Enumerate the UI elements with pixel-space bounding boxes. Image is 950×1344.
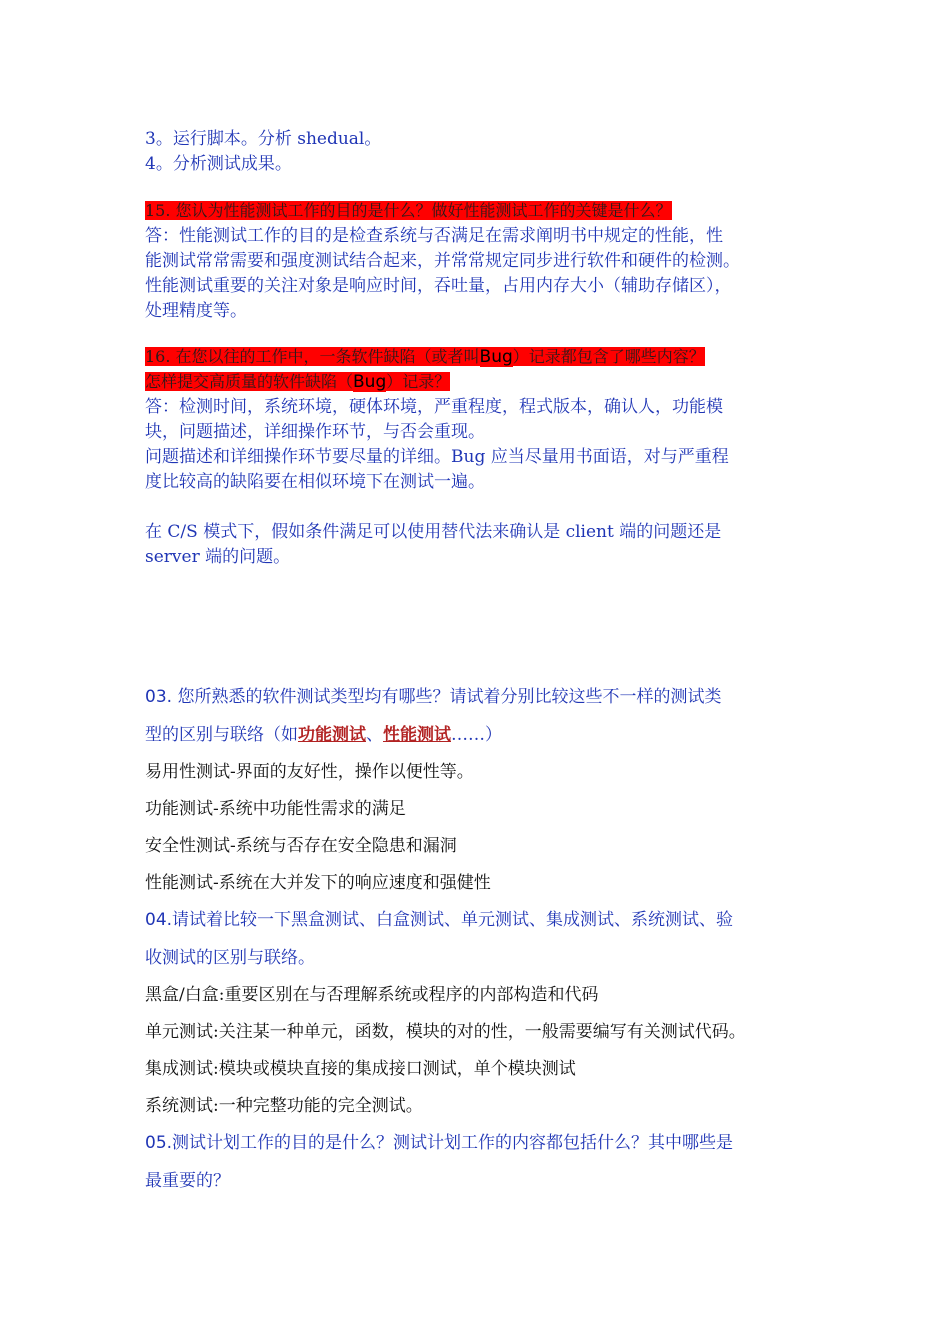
question-04-line-2: 收测试的区别与联络。 [145,948,315,968]
question-04-line-1 [145,908,733,932]
answer-03-line-4: 性能测试-系统在大并发下的响应速度和强健性 [145,873,491,893]
answer-04-line-1: 黑盒/白盒:重要区别在与否理解系统或程序的内部构造和代码 [145,985,599,1005]
functional-test-link[interactable]: 功能测试 [298,725,366,745]
question-03-text: 您所熟悉的软件测试类型均有哪些？请试着分别比较这些不一样的测试类 [172,687,722,707]
question-05-line-1 [145,1131,733,1155]
cs-mode-line-1: 在 C/S 模式下，假如条件满足可以使用替代法来确认是 client 端的问题还是 [145,522,722,542]
question-04-text: 请试着比较一下黑盒测试、白盒测试、单元测试、集成测试、系统测试、验 [172,910,734,930]
question-15-highlight: 15. 您认为性能测试工作的目的是什么？做好性能测试工作的关键是什么？ [145,201,672,220]
question-03-text-2: 型的区别与联络（如 [145,725,298,745]
answer-03-line-3: 安全性测试-系统与否存在安全隐患和漏洞 [145,836,457,856]
question-16-part-d: ）记录？ [386,372,451,391]
step-4-text: 4。分析测试成果。 [145,154,292,174]
cs-mode-line-2: server 端的问题。 [145,547,291,567]
question-16-part-b: ）记录都包含了哪些内容？ [512,347,705,366]
performance-test-link[interactable]: 性能测试 [383,725,451,745]
question-03-sep: 、 [366,725,383,745]
answer-03-line-2: 功能测试-系统中功能性需求的满足 [145,799,406,819]
question-15 [145,199,672,223]
answer-16-line-4: 度比较高的缺陷要在相似环境下在测试一遍。 [145,472,485,492]
answer-15-line-3: 性能测试重要的关注对象是响应时间，吞吐量，占用内存大小（辅助存储区）， [145,276,732,296]
answer-15-line-1: 答：性能测试工作的目的是检查系统与否满足在需求阐明书中规定的性能，性 [145,226,723,246]
answer-15-line-4: 处理精度等。 [145,301,247,321]
answer-16-line-3: 问题描述和详细操作环节要尽量的详细。Bug 应当尽量用书面语，对与严重程 [145,447,729,467]
answer-04-line-2: 单元测试:关注某一种单元，函数，模块的对的性，一般需要编写有关测试代码。 [145,1022,746,1042]
question-05-line-2: 最重要的？ [145,1171,230,1191]
question-04-number: 04. [145,910,173,930]
question-03-text-3: ……） [451,725,502,745]
question-05-text: 测试计划工作的目的是什么？测试计划工作的内容都包括什么？其中哪些是 [172,1133,734,1153]
question-03-line-1 [145,685,721,709]
question-16-part-c: 怎样提交高质量的软件缺陷（ [145,372,354,391]
question-03-line-2 [145,723,502,747]
question-16-line-2 [145,370,450,394]
answer-16-line-1: 答：检测时间，系统环境，硬体环境，严重程度，程式版本，确认人，功能模 [145,397,723,417]
question-05-number: 05. [145,1133,173,1153]
step-3-text: 3。运行脚本。分析 shedual。 [145,129,382,149]
answer-16-line-2: 块，问题描述，详细操作环节，与否会重现。 [145,422,485,442]
answer-04-line-4: 系统测试:一种完整功能的完全测试。 [145,1096,423,1116]
answer-04-line-3: 集成测试:模块或模块直接的集成接口测试，单个模块测试 [145,1059,576,1079]
question-16-line-1 [145,345,705,369]
question-16-bug-word: Bug [479,347,513,367]
question-16-part-a: 16. 在您以往的工作中，一条软件缺陷（或者叫 [145,347,480,366]
answer-15-line-2: 能测试常常需要和强度测试结合起来，并常常规定同步进行软件和硬件的检测。 [145,251,740,271]
question-03-number: 03. [145,687,173,707]
question-16-bug-word-2: Bug [353,372,387,392]
answer-03-line-1: 易用性测试-界面的友好性，操作以便性等。 [145,762,474,782]
